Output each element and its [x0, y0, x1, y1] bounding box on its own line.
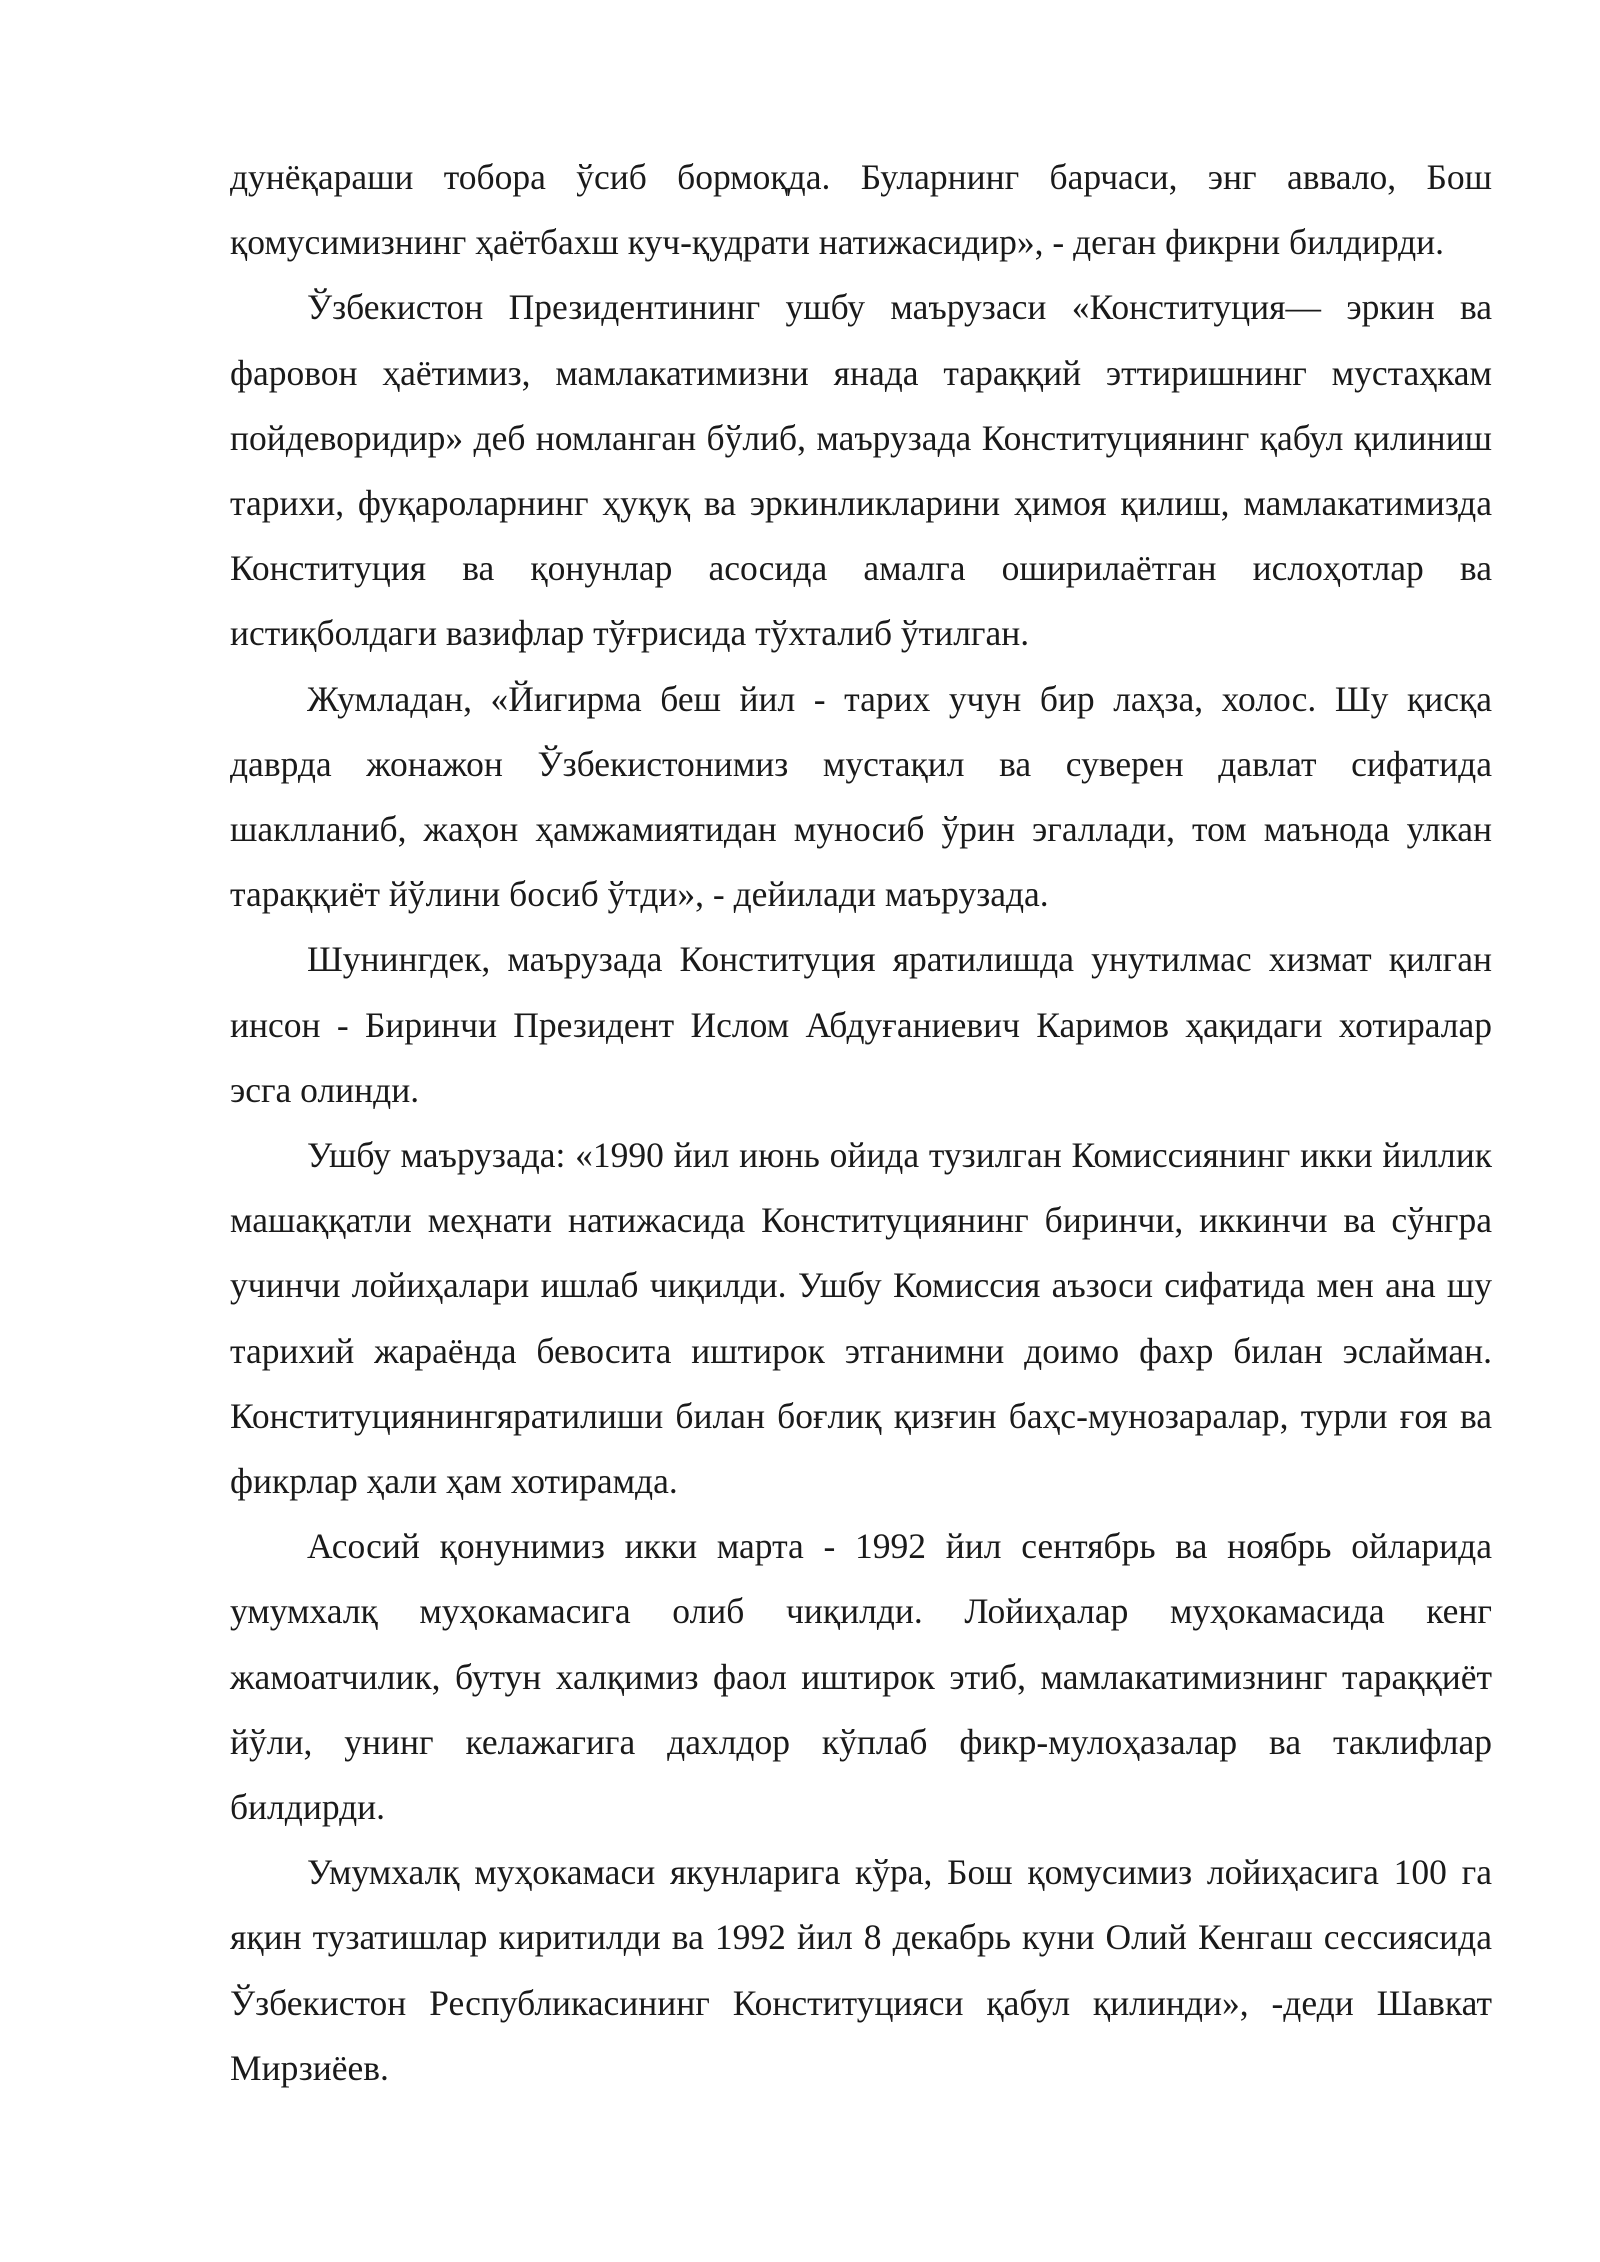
paragraph: Умумхалқ муҳокамаси якунларига кўра, Бош қомусимиз лойиҳасига 100 га яқин тузатишлар киритилди ва 1992 йил 8 декабрь куни Олий Кенгаш сессиясида Ўзбекистон Республикасининг Конституцияси қабул қилинди», -деди Шавкат Мирзиёев.: [230, 1852, 1492, 2088]
paragraph: Асосий қонунимиз икки марта - 1992 йил сентябрь ва ноябрь ойларида умумхалқ муҳокамасига олиб чиқилди. Лойиҳалар муҳокамасида кенг жамоатчилик, бутун халқимиз фаол иштирок этиб, мамлакатимизнинг тараққиёт йўли, унинг келажагига дахлдор кўплаб фикр-мулоҳазалар ва таклифлар билдирди.: [230, 1526, 1492, 1828]
paragraph: Шунингдек, маърузада Конституция яратилишда унутилмас хизмат қилган инсон - Биринчи Президент Ислом Абдуғаниевич Каримов ҳақидаги хотиралар эсга олинди.: [230, 939, 1492, 1110]
document-body: [230, 145, 1492, 2101]
paragraph: Ўзбекистон Президентининг ушбу маърузаси «Конституция— эркин ва фаровон ҳаётимиз, мамлакатимизни янада тараққий эттиришнинг мустаҳкам пойдеворидир» деб номланган бўлиб, маърузада Конституциянинг қабул қилиниш тарихи, фуқароларнинг ҳуқуқ ва эркинликларини ҳимоя қилиш, мамлакатимизда Конституция ва қонунлар асосида амалга оширилаётган ислоҳотлар ва истиқболдаги вазифлар тўғрисида тўхталиб ўтилган.: [230, 287, 1492, 654]
paragraph: Жумладан, «Йигирма беш йил - тарих учун бир лаҳза, холос. Шу қисқа даврда жонажон Ўзбекистонимиз мустақил ва суверен давлат сифатида шаклланиб, жаҳон ҳамжамиятидан муносиб ўрин эгаллади, том маънода улкан тараққиёт йўлини босиб ўтди», - дейилади маърузада.: [230, 678, 1492, 915]
paragraph: дунёқараши тобора ўсиб бормоқда. Буларнинг барчаси, энг аввало, Бош қомусимизнинг ҳаётбахш куч-қудрати натижасидир», - деган фикрни билдирди.: [230, 157, 1492, 263]
paragraph: Ушбу маърузада: «1990 йил июнь ойида тузилган Комиссиянинг икки йиллик машаққатли меҳнати натижасида Конституциянинг биринчи, иккинчи ва сўнгра учинчи лойиҳалари ишлаб чиқилди. Ушбу Комиссия аъзоси сифатида мен ана шу тарихий жараёнда бевосита иштирок этганимни доимо фахр билан эслайман. Конституциянингяратилиши билан боғлиқ қизғин баҳс-мунозаралар, турли ғоя ва фикрлар ҳали ҳам хотирамда.: [230, 1135, 1492, 1502]
